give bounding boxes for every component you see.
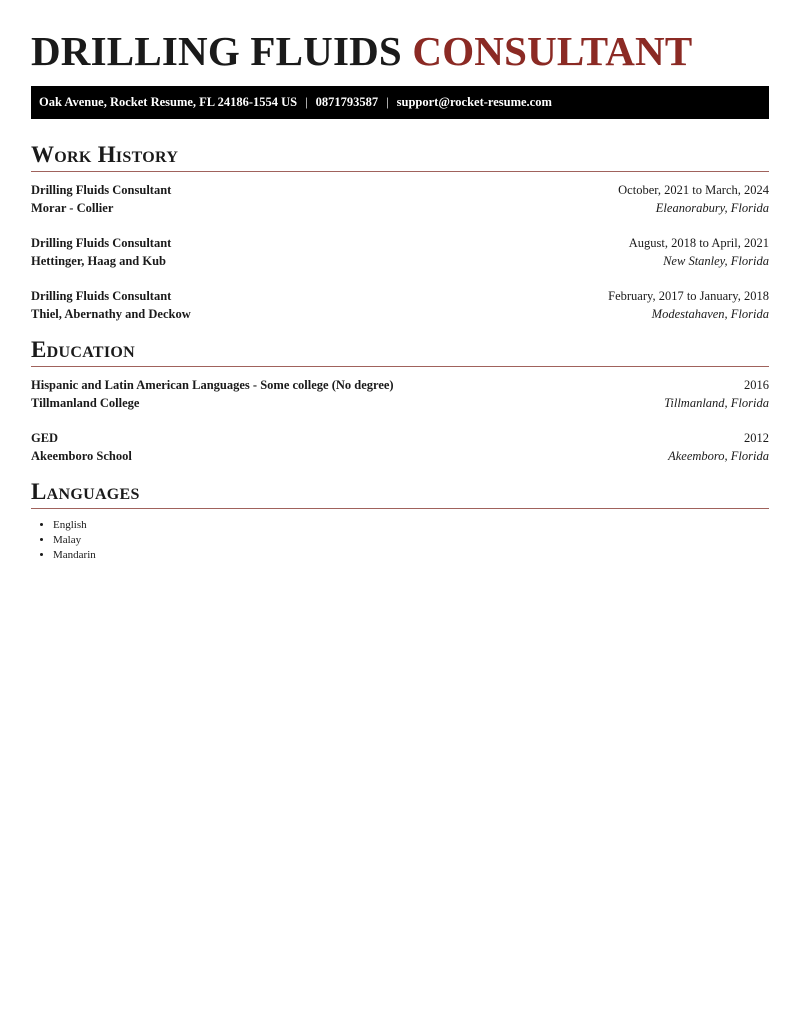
work-entry bbox=[31, 181, 769, 217]
school-location: Tillmanland, Florida bbox=[664, 396, 769, 410]
school-name: Tillmanland College bbox=[31, 396, 140, 410]
job-dates: October, 2021 to March, 2024 bbox=[618, 183, 769, 197]
degree-name: GED bbox=[31, 431, 59, 445]
school-location: Akeemboro, Florida bbox=[668, 449, 769, 463]
language-item: • Mandarin bbox=[53, 548, 769, 563]
contact-email: support@rocket-resume.com bbox=[396, 95, 552, 109]
title-primary: DRILLING FLUIDS bbox=[31, 28, 402, 74]
languages-list bbox=[31, 518, 769, 563]
education-entry bbox=[31, 429, 769, 465]
job-role: Drilling Fluids Consultant bbox=[31, 183, 172, 197]
job-role: Drilling Fluids Consultant bbox=[31, 289, 172, 303]
job-location: Modestahaven, Florida bbox=[651, 307, 769, 321]
work-entry bbox=[31, 234, 769, 270]
contact-address: Oak Avenue, Rocket Resume, FL 24186-1554 US bbox=[39, 95, 298, 109]
education-entry bbox=[31, 376, 769, 412]
job-role: Drilling Fluids Consultant bbox=[31, 236, 172, 250]
job-dates: August, 2018 to April, 2021 bbox=[628, 236, 769, 250]
resume-title bbox=[31, 0, 769, 74]
language-item: • English bbox=[53, 518, 769, 533]
work-history-heading: Work History bbox=[31, 141, 769, 172]
job-location: New Stanley, Florida bbox=[663, 254, 769, 268]
contact-phone: 0871793587 bbox=[315, 95, 379, 109]
contact-separator: | bbox=[305, 95, 308, 109]
job-company: Morar - Collier bbox=[31, 201, 114, 215]
contact-bar bbox=[31, 86, 769, 119]
degree-year: 2016 bbox=[744, 378, 769, 392]
degree-year: 2012 bbox=[744, 431, 769, 445]
school-name: Akeemboro School bbox=[31, 449, 132, 463]
job-dates: February, 2017 to January, 2018 bbox=[608, 289, 769, 303]
language-item: • Malay bbox=[53, 533, 769, 548]
job-company: Hettinger, Haag and Kub bbox=[31, 254, 166, 268]
title-accent: CONSULTANT bbox=[412, 28, 693, 74]
contact-separator: | bbox=[386, 95, 389, 109]
work-entry bbox=[31, 287, 769, 323]
job-location: Eleanorabury, Florida bbox=[655, 201, 769, 215]
degree-name: Hispanic and Latin American Languages - Some college (No degree) bbox=[31, 378, 394, 392]
education-heading: Education bbox=[31, 336, 769, 367]
job-company: Thiel, Abernathy and Deckow bbox=[31, 307, 191, 321]
languages-heading: Languages bbox=[31, 478, 769, 509]
